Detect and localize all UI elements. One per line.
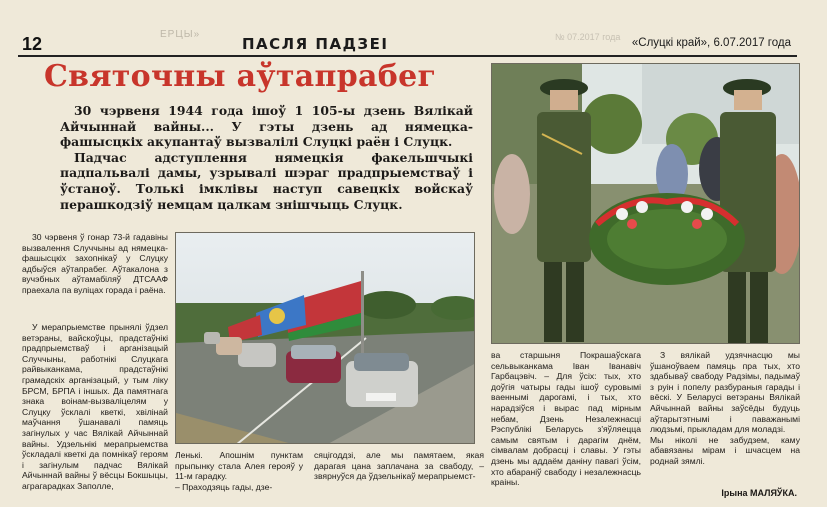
- bleed-through-text: № 07.2017 года: [555, 32, 621, 42]
- lead-paragraph: 30 чэрвеня 1944 года ішоў 1 105-ы дзень Вялікай Айчыннай вайны... У гэты дзень ад нямецка-фашысцкіх акупантаў вызвалілі Слуцкі раён і Слуцк.: [60, 103, 473, 150]
- body-paragraph: ва старшыня Покрашаўскага сельвыканкама Іван Іванавіч Гарбацэвіч. – Для ўсіх: тых, хто доўгія чатыры гады ішоў суровымі ваеннымі дарогамі, і тых, хто нарадзіўся і вырас пад мірным небам, Дзень Незалежнасці Рэспублікі Беларусь з'яўляецца самым святым і дарагім днём, сімвалам добрасці і славы. У гэты дзень мы аддаём даніну павагі ўсім, хто абараніў свабоду і незалежнасць краіны.: [491, 350, 641, 488]
- body-column-b: [175, 450, 303, 492]
- body-column-a2: [22, 322, 168, 492]
- body-paragraph: сяцігоддзі, але мы памятаем, якая дарагая цана заплачана за свабоду, – звярнуўся да ўдзельнікаў мерапрыемст-: [314, 450, 484, 482]
- body-column-d: [491, 350, 641, 488]
- body-paragraph: З вялікай удзячнасцю мы ўшаноўваем памяць пра тых, хто здабываў свабоду Радзімы, падымаў з руін і попелу разбураныя гарады і вёскі. У Беларусі ветэраны Вялікай Айчыннай вайны заўсёды будуць аўтарытэтнымі і паважанымі людзьмі, прыкладам для моладзі. Мы ніколі не забудзем, каму абавязаны мірам і шчасцем на роднай зямлі.: [650, 350, 800, 466]
- body-column-c: [314, 450, 484, 482]
- bleed-through-text: ЕРЦЫ»: [160, 29, 201, 40]
- publication-info: «Слуцкі край», 6.07.2017 года: [631, 37, 791, 49]
- author-signature: Ірына МАЛЯЎКА.: [721, 488, 797, 498]
- page-number: 12: [22, 34, 43, 54]
- body-column-a: [22, 232, 168, 296]
- motorcade-photo: [175, 232, 475, 444]
- article-lead: [60, 103, 473, 212]
- honor-guard-photo: [491, 63, 800, 344]
- lead-paragraph: Падчас адступлення нямецкія факельшчыкі падпальвалі дамы, узрывалі шэраг прадпрыемстваў і ўстаноў. Толькі імклівы наступ савецкіх войскаў перашкодзіў немцам цалкам знішчыць Слуцк.: [60, 149, 473, 212]
- article-headline: Святочны аўтапрабег: [44, 59, 437, 94]
- body-paragraph: Ленькі. Апошнім пунктам прыпынку стала Алея герояў у 11-м гарадку. – Праходзяць гады, дзе-: [175, 450, 303, 492]
- body-paragraph: 30 чэрвеня ў гонар 73-й гадавіны вызвалення Случчыны ад нямецка-фашысцкіх захопнікаў у Слуцку адбыўся аўтапрабег. Аўтакалона з вучэбных аўтамабіляў ДТСААФ праехала па вуліцах горада і раёна.: [22, 232, 168, 295]
- section-title: ПАСЛЯ ПАДЗЕІ: [242, 35, 389, 53]
- body-paragraph: У мерапрыемстве прынялі ўдзел ветэраны, вайскоўцы, прадстаўнікі прадпрыемстваў і арганізацый Случчыны, работнікі Слуцкага райвыканкама, прадстаўнікі грамадскіх арганізацый, у тым ліку БРСМ, БРПА і іншых. Да памятнага знака воінам-вызваліцелям у Слуцку ўсклалі кветкі, хвілінай маўчання ўшанавалі памяць загінулых у час Вялікай Айчыннай вайны. Удзельнікі мерапрыемства ўскладалі кветкі да помнікаў героям і загінулым падчас Вялікай Айчыннай вайны ў вёсцы Бокшыцы, аграгарадках Заполле,: [22, 322, 168, 491]
- body-column-e: [650, 350, 800, 467]
- honor-guard-image: [492, 64, 800, 344]
- header-rule: [18, 55, 797, 57]
- motorcade-image: [176, 233, 475, 444]
